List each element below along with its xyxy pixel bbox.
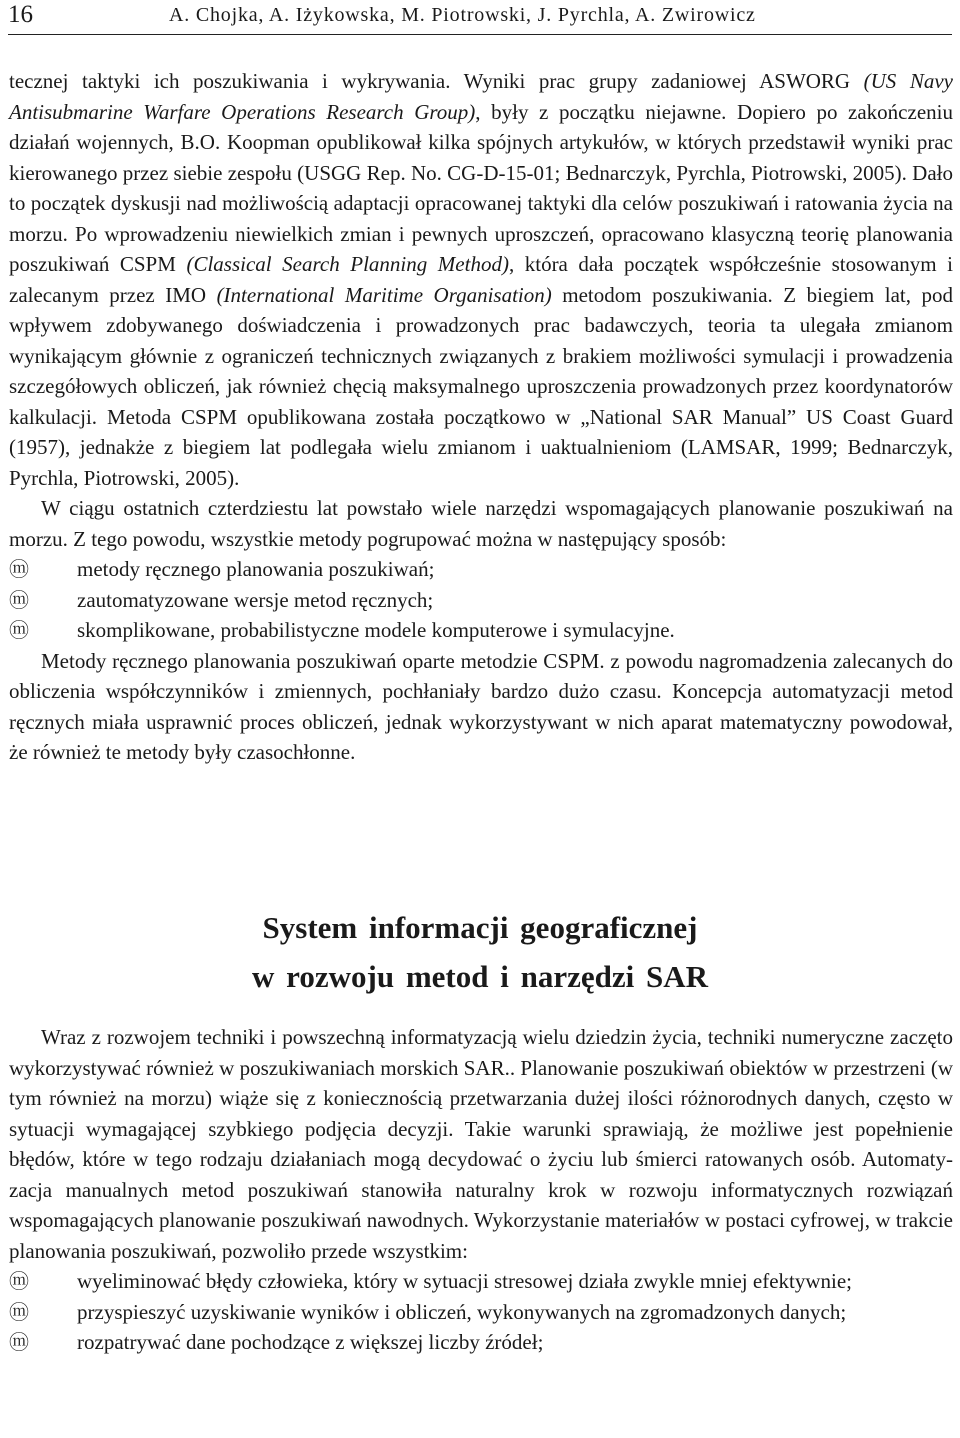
- page-number: 16: [8, 1, 33, 28]
- paragraph-1: tecznej taktyki ich poszukiwania i wykrywania. Wyniki prac grupy zadaniowej ASWORG (US Navy Antisubmarine Warfare Operations Research Group), były z początku niejawne. Dopiero po zakończeniu działań wojennych, B.O. Koopman opublikował kilka spójnych artykułów, w których przedstawił wyniki prac kierowanego przez siebie zespołu (USGG Rep. No. CG-D-15-01; Bednarczyk, Pyrchla, Piotrowski, 2005). Dało to początek dyskusji nad możliwością adaptacji opracowanej taktyki dla celów poszukiwań i ratowania życia na morzu. Po wprowadzeniu niewielkich zmian i pewnych uproszczeń, opracowano klasyczną teorię planowania poszukiwań CSPM (Classical Search Planning Method), która dała początek współcześnie stosowanym i zalecanym przez IMO (International Maritime Organisation) metodom poszukiwania. Z biegiem lat, pod wpływem zdobywanego doświadczenia i prowadzonych prac badawczych, teoria ta ulegała zmianom wynikającym głównie z ograniczeń technicznych związanych z brakiem możliwości symulacji i prowadzenia szczegółowych obliczeń, jak również chęcią maksymalnego uproszczenia prowadzonych przez koordynatorów kalkulacji. Metoda CSPM opublikowana została początkowo w „National SAR Manual” US Coast Guard (1957), jednakże z biegiem lat podlegała wielu zmianom i uaktualnieniom (LAMSAR, 1999; Bednarczyk, Pyrchla, Piotrowski, 2005).: [9, 69, 954, 490]
- list-item: ⓜ przyspieszyć uzyskiwanie wyników i obliczeń, wykonywanych na zgromadzonych danych;: [9, 1297, 953, 1328]
- circled-m-bullet-icon: ⓜ: [9, 1330, 29, 1354]
- list-item: ⓜ wyeliminować błędy człowieka, który w sytuacji stresowej działa zwykle mniej efektywnie;: [9, 1266, 953, 1297]
- paragraph-3: Metody ręcznego planowania poszukiwań oparte metodzie CSPM. z powodu nagromadzenia zalecanych do obliczenia współczynników i zmiennych, pochłaniały bardzo dużo czasu. Koncepcja automatyzacji metod ręcznych miała usprawnić proces obliczeń, jednak wykorzystywant w nich aparat matematyczny powodował, że również te metody były czasochłonne.: [9, 648, 953, 764]
- circled-m-bullet-icon: ⓜ: [9, 1299, 29, 1324]
- running-header: [8, 0, 952, 35]
- section-heading: [0, 903, 960, 1001]
- circled-m-bullet-icon: ⓜ: [9, 557, 29, 581]
- bullet-list-1: [9, 554, 953, 646]
- list-item: ⓜ skomplikowane, probabilistyczne modele komputerowe i symulacyjne.: [9, 615, 953, 646]
- list-item: ⓜ metody ręcznego planowania poszukiwań;: [9, 554, 953, 585]
- running-header-authors: A. Chojka, A. Iżykowska, M. Piotrowski, J. Pyrchla, A. Zwirowicz: [169, 4, 756, 26]
- circled-m-bullet-icon: ⓜ: [9, 618, 29, 642]
- list-item: ⓜ zautomatyzowane wersje metod ręcznych;: [9, 585, 953, 616]
- circled-m-bullet-icon: ⓜ: [9, 587, 29, 612]
- paragraph-4: Wraz z rozwojem techniki i powszechną informatyzacją wielu dziedzin życia, techniki numeryczne zaczęto wykorzystywać również w poszukiwaniach morskich SAR.. Planowanie poszukiwań obiektów w przestrzeni (w tym również na morzu) wiąże się z koniecznością przetwarzania dużej ilości różnorodnych danych, często w sytuacji wymagającej szybkiego podjęcia decyzji. Takie warunki sprawiają, że możliwe jest popełnienie błędów, które w tego rodzaju działaniach mogą decydować o życiu lub śmierci ratowanych osób. Automatyzacja manualnych metod poszukiwań stanowiła naturalny krok w rozwoju informatycznych rozwiązań wspomagających planowanie poszukiwań nawodnych. Wykorzystanie materiałów w postaci cyfrowej, w trakcie planowania poszukiwań, pozwoliło przede wszystkim:: [9, 1025, 953, 1263]
- circled-m-bullet-icon: ⓜ: [9, 1269, 29, 1293]
- bullet-list-2: [9, 1266, 953, 1358]
- list-item: ⓜ rozpatrywać dane pochodzące z większej liczby źródeł;: [9, 1327, 953, 1358]
- section-heading-line-2: w rozwoju metod i narzędzi SAR: [252, 959, 708, 994]
- body-section-2: [9, 1022, 953, 1358]
- body-section-1: [9, 66, 953, 768]
- paragraph-2: W ciągu ostatnich czterdziestu lat powstało wiele narzędzi wspomagających planowanie poszukiwań na morzu. Z tego powodu, wszystkie metody pogrupować można w następujący sposób:: [9, 496, 953, 551]
- section-heading-line-1: System informacji geograficznej: [262, 910, 698, 945]
